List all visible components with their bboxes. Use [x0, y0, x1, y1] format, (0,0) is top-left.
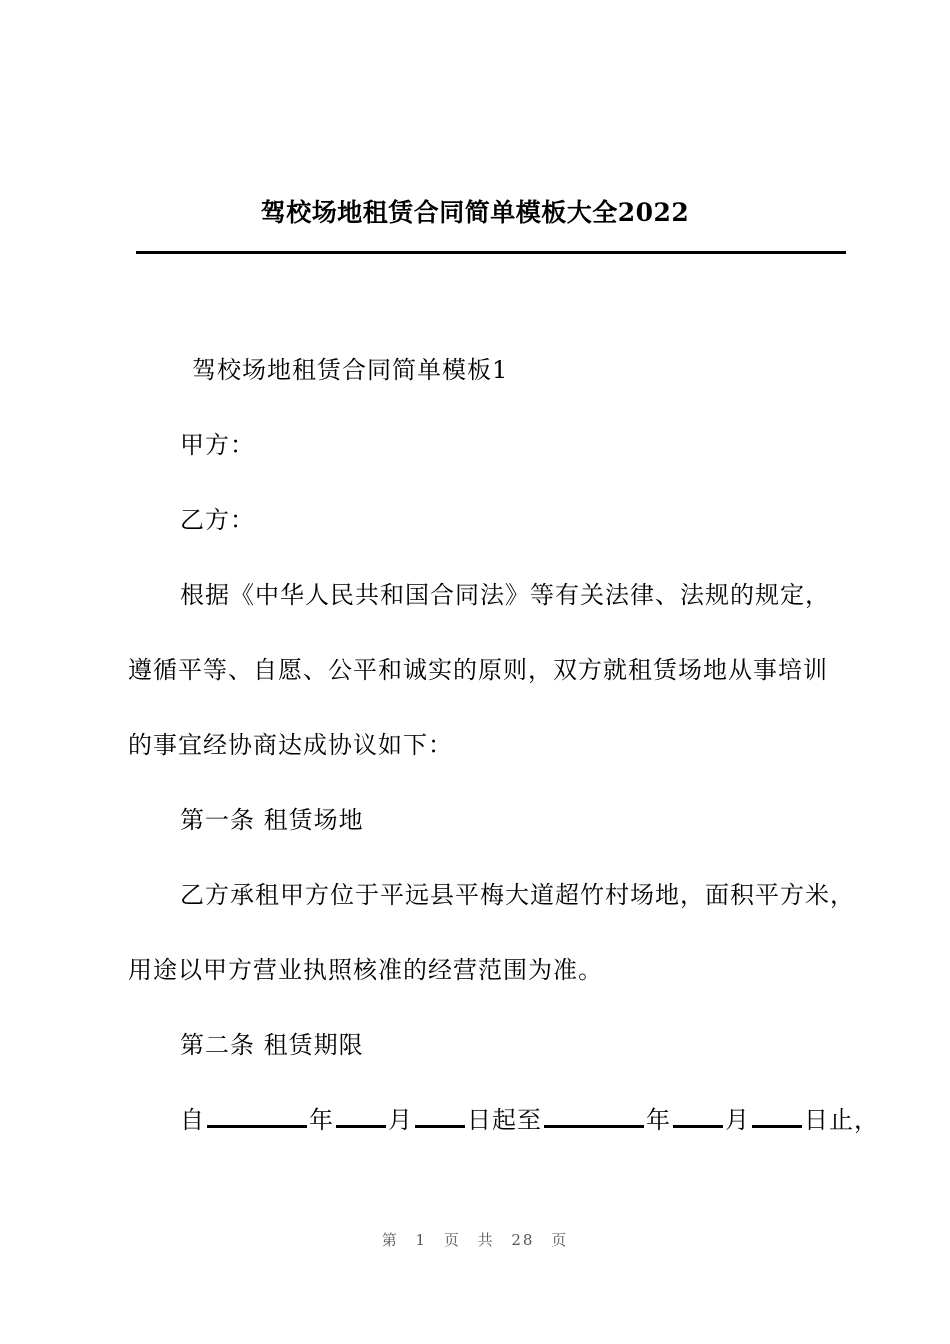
end-month-blank [673, 1107, 723, 1128]
section-subtitle: 驾校场地租赁合同简单模板1 [192, 356, 509, 384]
document-title: 驾校场地租赁合同简单模板大全2022 [260, 198, 690, 227]
term-day-1: 日起至 [467, 1106, 542, 1134]
start-year-blank [207, 1107, 307, 1128]
article-1-heading: 第一条 租赁场地 [180, 806, 364, 834]
term-month-1: 月 [388, 1106, 413, 1134]
term-year-2: 年 [646, 1106, 671, 1134]
term-day-2: 日止， [804, 1106, 879, 1134]
article-1-paragraph-line-1: 乙方承租甲方位于平远县平梅大道超竹村场地，面积平方米， [180, 881, 855, 909]
term-prefix: 自 [180, 1106, 205, 1134]
party-b-label: 乙方： [180, 506, 255, 534]
intro-paragraph-line-3: 的事宜经协商达成协议如下： [128, 731, 453, 759]
term-month-2: 月 [725, 1106, 750, 1134]
intro-paragraph-line-2: 遵循平等、自愿、公平和诚实的原则，双方就租赁场地从事培训 [128, 656, 828, 684]
article-1-paragraph-line-2: 用途以甲方营业执照核准的经营范围为准。 [128, 956, 603, 984]
end-day-blank [752, 1107, 802, 1128]
lease-term-line [180, 1100, 879, 1140]
page-footer: 第 1 页 共 28 页 [381, 1231, 569, 1249]
title-underline [136, 251, 846, 254]
start-month-blank [336, 1107, 386, 1128]
intro-paragraph-line-1: 根据《中华人民共和国合同法》等有关法律、法规的规定， [180, 581, 830, 609]
end-year-blank [544, 1107, 644, 1128]
party-a-label: 甲方： [180, 431, 255, 459]
start-day-blank [415, 1107, 465, 1128]
term-year-1: 年 [309, 1106, 334, 1134]
article-2-heading: 第二条 租赁期限 [180, 1031, 364, 1059]
